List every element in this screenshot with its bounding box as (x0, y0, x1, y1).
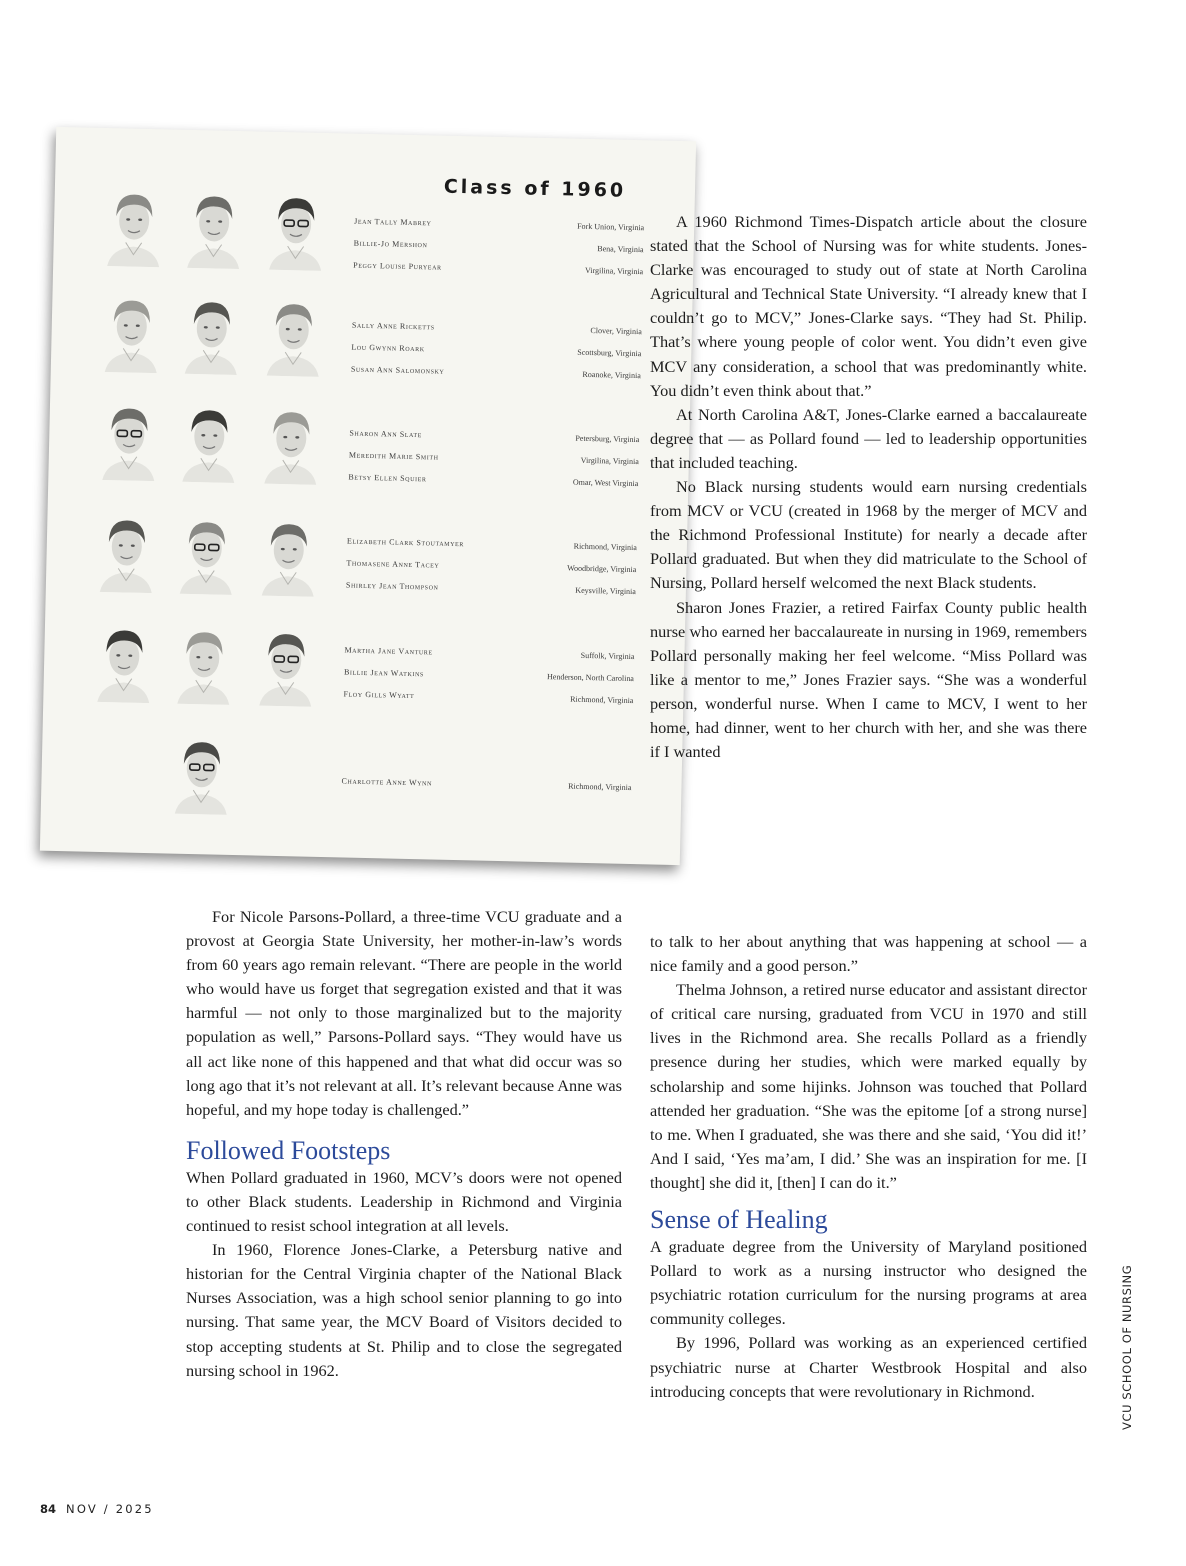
name-row: Charlotte Anne Wynn Richmond, Virginia (341, 775, 632, 792)
portrait-photo (174, 510, 240, 595)
portrait-photo (94, 508, 160, 593)
right-column-continued (650, 930, 1087, 1404)
right-column (650, 210, 1087, 764)
portrait-photo (171, 620, 237, 705)
portrait-photo (181, 184, 247, 269)
paragraph: When Pollard graduated in 1960, MCV’s doors were not opened to other Black students. Leadership in Richmond and Virginia continued to resist school integration at all levels. (186, 1167, 622, 1236)
name-row: Susan Ann Salomonsky Roanoke, Virginia (350, 364, 641, 380)
paragraph: Sharon Jones Frazier, a retired Fairfax County public health nurse who earned her baccalaureate in nursing in 1969, remembers Pollard personally making her feel welcome. “Miss Pollard was like a mentor to me,” Jones Frazier says. “She was a wonderful person, wonderful nurse. When I came to MCV, I went to her home, had dinner, went to her church with her, and she was there if I wanted (650, 597, 1087, 762)
name-row: Betsy Ellen Squier Omar, West Virginia (348, 472, 639, 488)
paragraph: A graduate degree from the University of Maryland positioned Pollard to work as a nursing instructor who designed the psychiatric rotation curriculum for the nursing programs at area community colleges. (650, 1237, 1087, 1329)
name-group-3 (348, 422, 639, 495)
name-group-1 (353, 210, 644, 283)
name-row: Martha Jane Vanture Suffolk, Virginia (344, 645, 635, 661)
name-group-4 (346, 530, 637, 603)
paragraph: to talk to her about anything that was happening at school — a nice family and a good person.” (650, 932, 1087, 976)
portrait-photo (169, 730, 235, 815)
name-row: Thomasene Anne Tacey Woodbridge, Virginia (346, 558, 637, 574)
portrait-photo (96, 396, 162, 481)
yearbook-title: Class of 1960 (443, 175, 627, 202)
issue-date: NOV / 2025 (66, 1502, 154, 1516)
portrait-photo (101, 182, 167, 267)
portrait-photo (256, 511, 322, 596)
name-row: Sharon Ann Slate Petersburg, Virginia (349, 428, 640, 444)
name-row: Sally Anne Ricketts Clover, Virginia (351, 320, 642, 336)
name-row: Elizabeth Clark Stoutamyer Richmond, Virginia (346, 536, 638, 552)
section-heading: Followed Footsteps (186, 1135, 391, 1165)
paragraph: At North Carolina A&T, Jones-Clarke earned a baccalaureate degree that — as Pollard found — led to leadership opportunities that included teaching. (650, 404, 1087, 472)
name-row: Billie Jean Watkins Henderson, North Carolina (343, 667, 635, 683)
portrait-photo (91, 618, 157, 703)
portrait-photo (176, 398, 242, 483)
portrait-photo (263, 186, 329, 271)
page-folio (40, 1502, 154, 1516)
portrait-photo (253, 621, 319, 706)
name-row: Jean Tally Mabrey Fork Union, Virginia (354, 216, 645, 232)
paragraph: In 1960, Florence Jones-Clarke, a Petersburg native and historian for the Central Virginia chapter of the National Black Nurses Association, was a high school senior planning to go into nursing. That same year, the MCV Board of Visitors decided to stop accepting students at St. Philip and to close the segregated nursing school in 1962. (186, 1240, 622, 1380)
publication-label: VCU SCHOOL OF NURSING (1120, 1264, 1134, 1430)
name-group-6 (341, 769, 631, 798)
portrait-photo (261, 292, 327, 377)
paragraph: For Nicole Parsons-Pollard, a three-time VCU graduate and a provost at Georgia State University, her mother-in-law’s words from 60 years ago remain relevant. “There are people in the world who would have us forget that segregation existed and that it was harmful — not only to those marginalized but to the majority population as well,” Parsons-Pollard says. “They would have us all act like none of this happened and that what did occur was so long ago that it’s not relevant at all. It’s relevant because Anne was hopeful, and my hope today is challenged.” (186, 907, 622, 1119)
name-group-5 (343, 639, 634, 712)
name-row: Meredith Marie Smith Virgilina, Virginia (348, 450, 639, 466)
paragraph: A 1960 Richmond Times-Dispatch article about the closure stated that the School of Nursing was for white students. Jones-Clarke was encouraged to study out of state at North Carolina Agricultural and Technical State University. “I already knew that I couldn’t go to MCV,” Jones-Clarke says. “They had St. Philip. That’s where young people of color went. You didn’t even give MCV any consideration, a school that was predominantly white. You didn’t even think about that.” (650, 212, 1087, 400)
paragraph: No Black nursing students would earn nursing credentials from MCV or VCU (created in 1968 by the merger of MCV and the Richmond Professional Institute) for nearly a decade after Pollard graduated. But when they did matriculate to the School of Nursing, Pollard herself welcomed the next Black students. (650, 477, 1087, 593)
portrait-photo (179, 290, 245, 375)
left-column (186, 905, 622, 1383)
page-number: 84 (40, 1502, 57, 1516)
paragraph: By 1996, Pollard was working as an experienced certified psychiatric nurse at Charter Westbrook Hospital and also introducing concepts that were revolutionary in Richmond. (650, 1333, 1087, 1401)
portrait-photo (258, 400, 324, 485)
name-row: Shirley Jean Thompson Keysville, Virginia (345, 580, 637, 596)
name-row: Peggy Louise Puryear Virgilina, Virginia (353, 260, 644, 276)
portrait-photo (99, 288, 165, 373)
name-row: Floy Gills Wyatt Richmond, Virginia (343, 688, 634, 705)
yearbook-photo (40, 127, 696, 865)
paragraph: Thelma Johnson, a retired nurse educator and assistant director of critical care nursing, graduated from VCU in 1970 and still lives in the Richmond area. She recalls Pollard as a friendly presence during her studies, which were marked equally by scholarship and some hijinks. Johnson was touched that Pollard attended her graduation. “She was the epitome [of a strong nurse] to me. When I graduated, she was there and she said, ‘You did it!’ And I said, ‘Yes ma’am, I did.’ She was an inspiration for me. [I thought] she did it, [then] I can do it.” (650, 980, 1087, 1192)
portrait-grid (56, 127, 696, 142)
name-row: Billie-Jo Mershon Bena, Virginia (353, 238, 644, 254)
section-heading: Sense of Healing (650, 1205, 828, 1235)
name-row: Lou Gwynn Roark Scottsburg, Virginia (351, 342, 642, 358)
name-group-2 (351, 314, 642, 387)
